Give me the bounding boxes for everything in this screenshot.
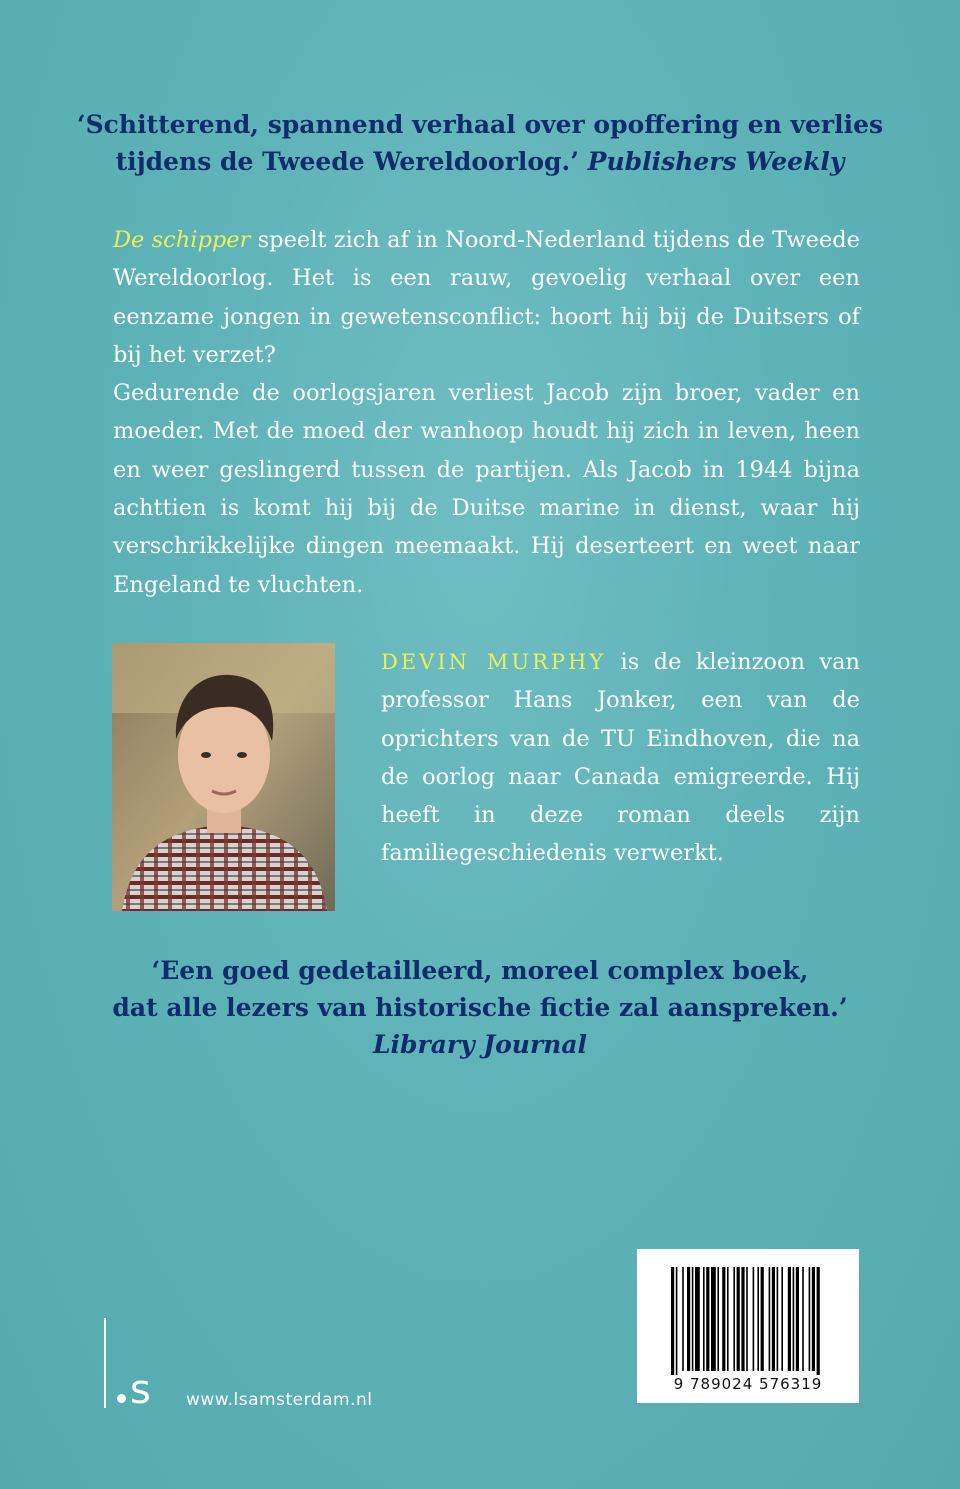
blurb-paragraph-2: Gedurende de oorlogsjaren verliest Jacob zijn broer, vader en moeder. Met de moed der wanhoop houdt hij zich in leven, heen en weer geslingerd tussen de partijen. Als Jacob in 1944 bijna achttien is komt hij bij de Duitse marine in dienst, waar hij verschrikkelijke dingen meemaakt. Hij deserteert en weet naar Engeland te vluchten. xyxy=(113,380,860,598)
barcode-bar xyxy=(722,1267,725,1371)
quote-line-1: ‘Schitterend, spannend verhaal over opoffering en verlies xyxy=(76,110,884,139)
author-photo xyxy=(112,643,335,911)
publisher-url: www.lsamsterdam.nl xyxy=(186,1390,373,1410)
author-bio-text: is de kleinzoon van professor Hans Jonker, een van de oprichters van de TU Eindhoven, die na de oorlog naar Canada emigreerde. Hij heeft in deze roman deels zijn familiegeschiedenis verwerkt. xyxy=(381,649,860,867)
author-bio xyxy=(381,643,860,873)
book-blurb xyxy=(113,221,860,604)
barcode-bar xyxy=(772,1267,775,1371)
publisher-logo-letter: s xyxy=(130,1367,151,1413)
quote-source: Publishers Weekly xyxy=(587,147,845,176)
publisher-logo-dot xyxy=(117,1394,126,1403)
barcode-bar xyxy=(761,1267,764,1371)
barcode-bar xyxy=(692,1267,694,1371)
barcode-bar xyxy=(796,1267,799,1371)
barcode-bar xyxy=(802,1267,804,1371)
barcode-bar xyxy=(741,1267,744,1371)
barcode-bar xyxy=(703,1267,705,1371)
barcode-bar xyxy=(793,1267,795,1371)
isbn-number: 9 789024 576319 xyxy=(673,1375,823,1393)
blurb-paragraph-1 xyxy=(113,221,860,374)
barcode-bar xyxy=(788,1267,791,1371)
bottom-review-quote xyxy=(0,952,960,1063)
barcode-bar xyxy=(727,1267,729,1371)
barcode-bar xyxy=(769,1267,771,1371)
quote-line-2 xyxy=(0,143,960,180)
author-name: DEVIN MURPHY xyxy=(381,650,607,674)
barcode-bar xyxy=(753,1267,755,1371)
barcode-bar xyxy=(777,1267,779,1371)
book-title: De schipper xyxy=(113,227,251,253)
barcode-bar xyxy=(682,1267,684,1371)
barcode-bar xyxy=(817,1267,820,1375)
quote-line-2: dat alle lezers van historische fictie zal aanspreken.’ xyxy=(112,993,848,1022)
barcode-bar xyxy=(812,1267,815,1371)
quote-line-1: ‘Een goed gedetailleerd, moreel complex boek, xyxy=(151,956,809,985)
barcode-bar xyxy=(737,1267,740,1371)
barcode-bar xyxy=(676,1267,678,1375)
barcode-bar xyxy=(711,1267,716,1371)
barcode-bar xyxy=(757,1267,759,1371)
barcode-bar xyxy=(695,1267,700,1371)
quote-text: tijdens de Tweede Wereldoorlog.’ xyxy=(115,147,579,176)
quote-source: Library Journal xyxy=(372,1030,588,1059)
blurb-text: speelt zich af in Noord-Nederland tijdens de Tweede Wereldoorlog. Het is een rauw, gevoelig verhaal over een eenzame jongen in gewetensconflict: hoort hij bij de Duitsers of bij het verzet? xyxy=(113,227,860,368)
publisher-logo-bar xyxy=(104,1318,106,1408)
barcode-bar xyxy=(781,1267,783,1371)
barcode-bar xyxy=(671,1267,674,1375)
barcode-bar xyxy=(717,1267,719,1371)
barcode-bar xyxy=(733,1267,735,1371)
top-review-quote xyxy=(0,106,960,180)
isbn-barcode xyxy=(637,1249,859,1403)
barcode-bar xyxy=(687,1267,690,1371)
barcode-bars xyxy=(637,1249,859,1375)
barcode-bar xyxy=(809,1267,811,1371)
barcode-bar xyxy=(746,1267,748,1371)
barcode-bar xyxy=(706,1267,709,1371)
